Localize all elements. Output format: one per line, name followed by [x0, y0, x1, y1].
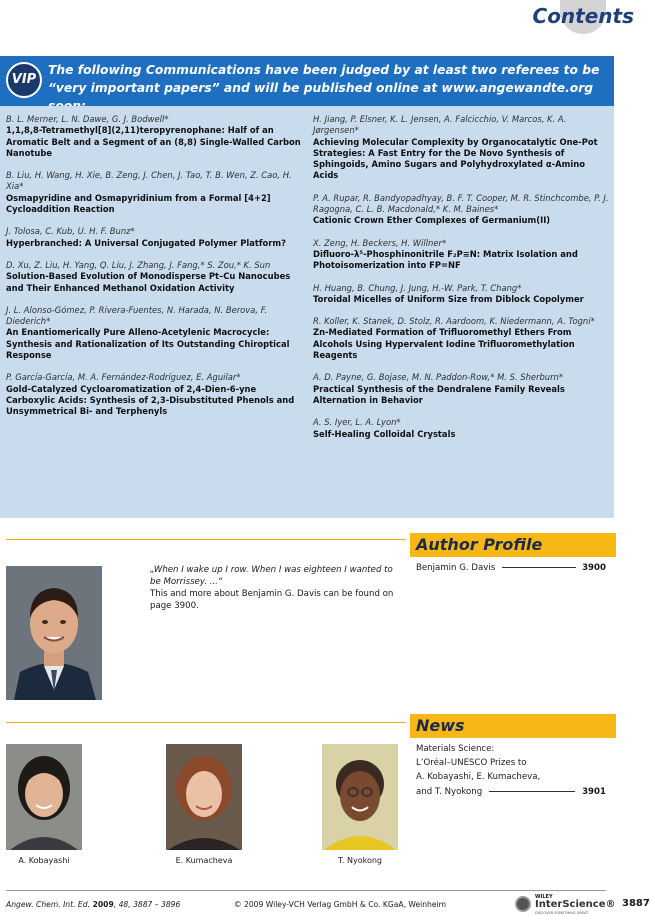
news-line: L’Oréal–UNESCO Prizes to: [416, 758, 527, 769]
entry-title[interactable]: Practical Synthesis of the Dendralene Family Reveals Alternation in Behavior: [313, 383, 565, 405]
vip-entry[interactable]: [313, 372, 609, 406]
entry-authors: P. García-García, M. A. Fernández-Rodríguez, E. Aguilar*: [6, 372, 241, 383]
photo-nyokong: [322, 744, 398, 850]
dot-leader: [489, 791, 575, 792]
entry-title[interactable]: Hyperbranched: A Universal Conjugated Polymer Platform?: [6, 237, 286, 248]
entry-authors: P. A. Rupar, R. Bandyopadhyay, B. F. T. Cooper, M. R. Stinchcombe, P. J. Ragogna, C. L. B. Macdonald,* K. M. Baines*: [313, 192, 609, 215]
journal-year: 2009: [89, 900, 114, 909]
entry-authors: B. Liu, H. Wang, H. Xie, B. Zeng, J. Chen, J. Tao, T. B. Wen, Z. Cao, H. Xia*: [6, 170, 292, 192]
interscience-logo: [515, 894, 616, 915]
photo-caption: T. Nyokong: [337, 856, 383, 865]
entry-title[interactable]: Zn-Mediated Formation of Trifluoromethyl Ethers From Alcohols Using Hypervalent Iodine Trifluoromethylation Reagents: [313, 327, 575, 361]
news-heading: News: [410, 714, 616, 738]
entry-title[interactable]: An Enantiomerically Pure Alleno-Acetylenic Macrocycle: Synthesis and Rationalization of Its Outstanding Chiroptical Response: [6, 327, 290, 361]
entry-title[interactable]: Solution-Based Evolution of Monodisperse Pt–Cu Nanocubes and Their Enhanced Methanol Oxidation Activity: [6, 271, 291, 293]
entry-title[interactable]: Difluoro-λ⁵-Phosphinonitrile F₂P≡N: Matrix Isolation and Photoisomerization into FP=NF: [313, 248, 578, 271]
vip-entry[interactable]: [6, 114, 301, 159]
photo-kumacheva: [166, 744, 242, 850]
vip-badge-icon: VIP: [6, 62, 42, 98]
page-number[interactable]: 3900: [582, 563, 606, 573]
entry-authors: X. Zeng, H. Beckers, H. Willner*: [313, 237, 447, 248]
vip-entry[interactable]: [313, 193, 609, 227]
news-line: A. Kobayashi, E. Kumacheva,: [416, 772, 541, 783]
section-divider: [6, 539, 406, 540]
author-more: This and more about Benjamin G. Davis can be found on page 3900.: [150, 589, 394, 611]
entry-authors: J. Tolosa, C. Kub, U. H. F. Bunz*: [6, 226, 135, 237]
vip-entry[interactable]: [313, 316, 609, 361]
entry-title[interactable]: Toroidal Micelles of Uniform Size from Diblock Copolymer: [313, 293, 584, 304]
news-line: and T. Nyokong: [416, 786, 483, 797]
entry-authors: D. Xu, Z. Liu, H. Yang, Q. Liu, J. Zhang, J. Fang,* S. Zou,* K. Sun: [6, 259, 271, 270]
author-profile-entry[interactable]: [416, 563, 606, 575]
news-last-line: [416, 785, 606, 799]
author-quote: „When I wake up I row. When I was eighteen I wanted to be Morrissey. ...“: [150, 565, 393, 587]
author-portrait: [6, 566, 102, 700]
entry-title[interactable]: Cationic Crown Ether Complexes of Germanium(II): [313, 215, 551, 226]
entry-title[interactable]: Self-Healing Colloidal Crystals: [313, 428, 456, 439]
entry-title[interactable]: Osmapyridine and Osmapyridinium from a Formal [4+2] Cycloaddition Reaction: [6, 192, 271, 215]
vip-entry[interactable]: [313, 417, 609, 440]
journal-citation: [6, 900, 180, 909]
author-profile-heading: Author Profile: [410, 533, 616, 557]
vip-entry[interactable]: [313, 238, 609, 272]
logo-small: WILEY: [535, 894, 553, 900]
entry-authors: H. Huang, B. Chung, J. Jung, H.-W. Park, T. Chang*: [313, 282, 522, 293]
copyright: © 2009 Wiley-VCH Verlag GmbH & Co. KGaA, Weinheim: [234, 900, 447, 909]
entry-authors: A. D. Payne, G. Bojase, M. N. Paddon-Row,* M. S. Sherburn*: [313, 372, 564, 383]
entry-name[interactable]: Benjamin G. Davis: [416, 563, 496, 573]
vip-entry[interactable]: [6, 260, 301, 294]
footer-rule: [6, 890, 606, 891]
photo-caption: E. Kumacheva: [175, 856, 233, 865]
vip-left-column: [6, 114, 301, 429]
vip-entry[interactable]: [313, 283, 609, 306]
globe-icon: [515, 896, 531, 912]
entry-authors: J. L. Alonso-Gómez, P. Rivera-Fuentes, N. Harada, N. Berova, F. Diederich*: [6, 304, 268, 327]
vip-entry[interactable]: [6, 372, 301, 417]
logo-tagline: DISCOVER SOMETHING GREAT: [535, 911, 589, 915]
vip-right-column: [313, 114, 609, 451]
vip-entry[interactable]: [313, 114, 609, 182]
entry-title[interactable]: Gold-Catalyzed Cycloaromatization of 2,4-Dien-6-yne Carboxylic Acids: Synthesis of 2,3-Disubstituted Phenols and Unsymmetrical Bi- and Terphenyls: [6, 383, 295, 417]
journal-name: Angew. Chem. Int. Ed.: [6, 900, 90, 909]
page-title: Contents: [532, 4, 634, 28]
entry-authors: H. Jiang, P. Elsner, K. L. Jensen, A. Falcicchio, V. Marcos, K. A. Jørgensen*: [313, 114, 567, 136]
vip-entry[interactable]: [6, 305, 301, 361]
vip-entry[interactable]: [6, 226, 301, 249]
author-quote-block: [150, 564, 404, 612]
photo-kobayashi: [6, 744, 82, 850]
entry-title[interactable]: 1,1,8,8-Tetramethyl[8](2,11)teropyrenophane: Half of an Aromatic Belt and a Segment of an (8,8) Single-Walled Carbon Nanotube: [6, 125, 301, 158]
vip-entry[interactable]: [6, 170, 301, 215]
photo-caption: A. Kobayashi: [18, 856, 70, 865]
entry-title[interactable]: Achieving Molecular Complexity by Organocatalytic One-Pot Strategies: A Fast Entry for the De Novo Synthesis of Sphingoids, Amino Sugars and Polyhydroxylated α-Amino Acids: [313, 136, 598, 181]
journal-volume: , 48, 3887 – 3896: [113, 900, 181, 909]
entry-authors: R. Koller, K. Stanek, D. Stolz, R. Aardoom, K. Niedermann, A. Togni*: [313, 316, 595, 327]
vip-intro: The following Communications have been judged by at least two referees to be “very important papers” and will be published online at www.angewandte.org: [48, 63, 600, 95]
news-line: Materials Science:: [416, 744, 495, 754]
dot-leader: [502, 567, 576, 568]
page-number-footer: 3887: [622, 898, 650, 909]
page-number[interactable]: 3901: [582, 786, 606, 797]
news-entry[interactable]: [416, 742, 606, 799]
entry-authors: A. S. Iyer, L. A. Lyon*: [313, 417, 401, 428]
logo-text: InterScience®: [535, 899, 616, 910]
section-divider: [6, 722, 406, 723]
entry-authors: B. L. Merner, L. N. Dawe, G. J. Bodwell*: [6, 114, 169, 124]
